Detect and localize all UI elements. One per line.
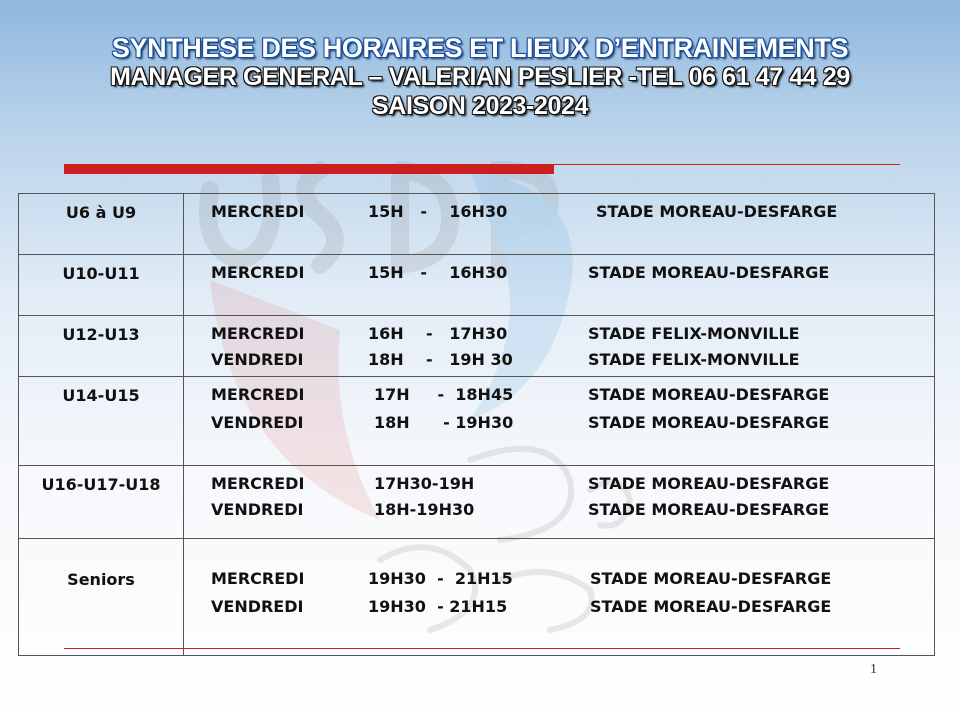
session-place: STADE FELIX-MONVILLE (588, 324, 800, 343)
sessions-cell (184, 194, 935, 255)
sessions-cell (184, 539, 935, 656)
session-place: STADE MOREAU-DESFARGE (590, 569, 832, 588)
category-cell: U6 à U9 (19, 194, 184, 255)
session-day: MERCREDI (211, 385, 305, 404)
session-time: 17H30-19H (374, 474, 475, 493)
session-place: STADE MOREAU-DESFARGE (588, 474, 830, 493)
table-row (19, 466, 935, 539)
schedule-table (18, 193, 935, 656)
session-day: VENDREDI (211, 413, 304, 432)
table-row (19, 316, 935, 377)
session-day: VENDREDI (211, 350, 304, 369)
page-title: SYNTHESE DES HORAIRES ET LIEUX D’ENTRAINEMENTS (111, 33, 849, 63)
session-time: 19H30 - 21H15 (368, 597, 508, 616)
table-row (19, 377, 935, 466)
session-line (184, 597, 934, 623)
session-time: 18H - 19H 30 (368, 350, 513, 369)
session-day: VENDREDI (211, 597, 304, 616)
manager-contact: MANAGER GENERAL – VALERIAN PESLIER -TEL 06 61 47 44 29 (110, 63, 850, 91)
session-place: STADE MOREAU-DESFARGE (588, 263, 830, 282)
session-line (184, 350, 934, 376)
session-day: MERCREDI (211, 202, 305, 221)
session-time: 15H - 16H30 (368, 263, 508, 282)
red-divider-bottom (64, 648, 900, 649)
category-cell: U12-U13 (19, 316, 184, 377)
session-time: 17H - 18H45 (374, 385, 514, 404)
session-day: MERCREDI (211, 569, 305, 588)
session-place: STADE MOREAU-DESFARGE (588, 413, 830, 432)
red-accent-bar (64, 164, 554, 174)
category-cell: U10-U11 (19, 255, 184, 316)
session-line (184, 474, 934, 500)
session-place: STADE MOREAU-DESFARGE (588, 385, 830, 404)
red-divider-top (554, 164, 900, 165)
session-day: MERCREDI (211, 474, 305, 493)
session-place: STADE MOREAU-DESFARGE (590, 597, 832, 616)
session-time: 18H-19H30 (374, 500, 475, 519)
session-line (184, 569, 934, 597)
session-line (184, 263, 934, 289)
sessions-cell (184, 316, 935, 377)
category-cell: U14-U15 (19, 377, 184, 466)
session-time: 19H30 - 21H15 (368, 569, 513, 588)
table-row (19, 255, 935, 316)
title-block (60, 34, 900, 121)
session-place: STADE MOREAU-DESFARGE (596, 202, 838, 221)
session-day: VENDREDI (211, 500, 304, 519)
session-time: 16H - 17H30 (368, 324, 508, 343)
session-line (184, 202, 934, 228)
page-number: 1 (870, 662, 877, 677)
session-place: STADE FELIX-MONVILLE (588, 350, 800, 369)
category-cell: U16-U17-U18 (19, 466, 184, 539)
session-line (184, 324, 934, 350)
session-place: STADE MOREAU-DESFARGE (588, 500, 830, 519)
session-line (184, 413, 934, 439)
session-time: 18H - 19H30 (374, 413, 514, 432)
table-row (19, 539, 935, 656)
season-label: SAISON 2023-2024 (372, 92, 588, 120)
session-line (184, 385, 934, 413)
category-cell: Seniors (19, 539, 184, 656)
session-day: MERCREDI (211, 324, 305, 343)
sessions-cell (184, 466, 935, 539)
sessions-cell (184, 255, 935, 316)
table-row (19, 194, 935, 255)
session-line (184, 500, 934, 526)
session-day: MERCREDI (211, 263, 305, 282)
sessions-cell (184, 377, 935, 466)
session-time: 15H - 16H30 (368, 202, 508, 221)
